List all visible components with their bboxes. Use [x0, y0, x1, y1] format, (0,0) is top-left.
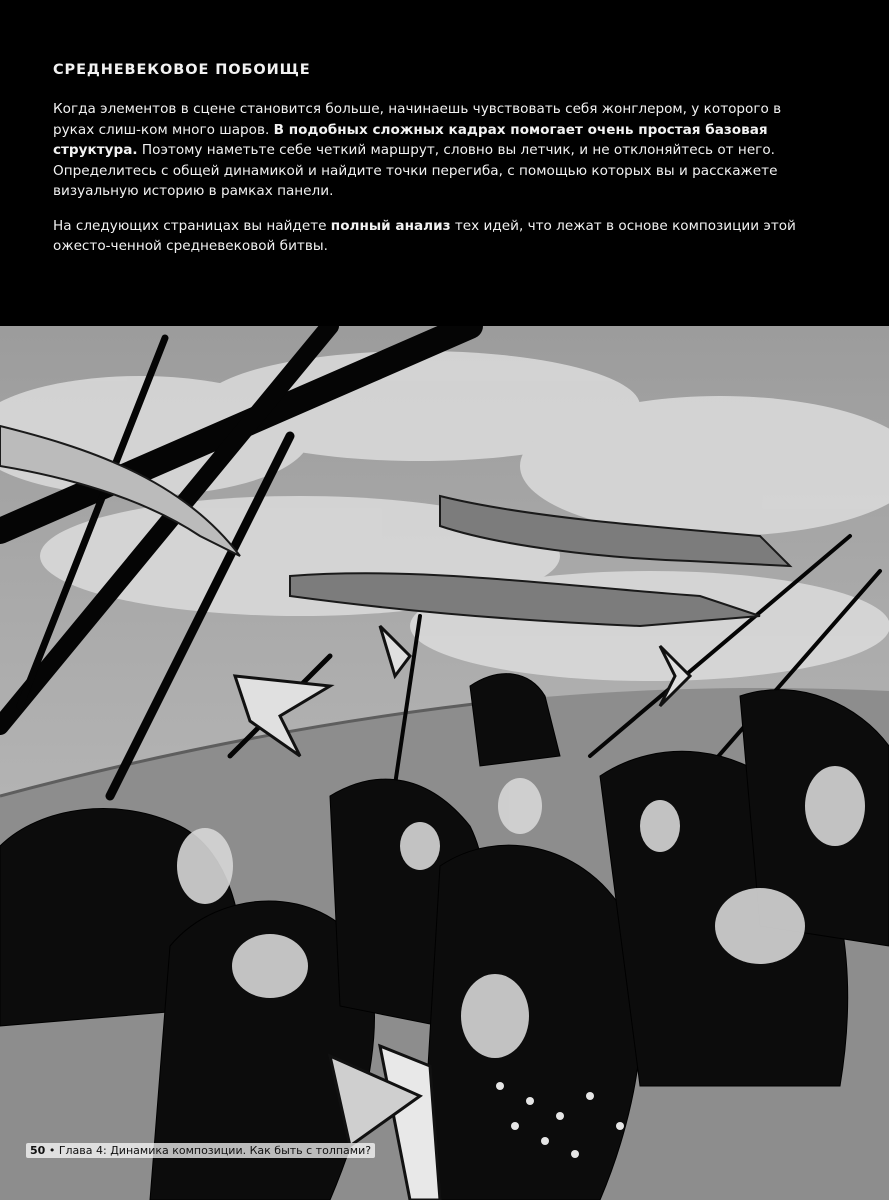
section-heading: СРЕДНЕВЕКОВОЕ ПОБОИЩЕ — [53, 62, 311, 78]
paragraph-2-text-b: тех идей, что лежат в основе композиции этой ожесто-ченной средневековой битвы. — [53, 217, 796, 254]
page-number: 50 — [30, 1144, 46, 1157]
paragraph-1-bold: В подобных сложных кадрах помогает очень простая базовая структура. — [53, 121, 768, 158]
chapter-title: Глава 4: Динамика композиции. Как быть с толпами? — [58, 1144, 372, 1157]
footer-bullet: • — [48, 1144, 56, 1157]
paragraph-1-text-a: Когда элементов в сцене становится больше, начинаешь чувствовать себя жонглером, у которого в руках слиш-ком много шаров. — [53, 101, 782, 138]
paragraph-2-bold: полный анализ — [330, 217, 451, 234]
page-footer — [26, 1143, 375, 1158]
battle-illustration — [0, 326, 889, 1200]
intro-text-block — [53, 60, 823, 271]
paragraph-2-text-a: На следующих страницах вы найдете — [53, 217, 331, 234]
paragraph-1 — [53, 99, 823, 202]
paragraph-1-text-b: Поэтому наметьте себе четкий маршрут, словно вы летчик, и не отклоняйтесь от него. Определитесь с общей динамикой и найдите точки перегиба, с помощью которых вы и расскажете визуальную историю в рамках панели. — [53, 142, 778, 199]
paragraph-2 — [53, 216, 823, 257]
